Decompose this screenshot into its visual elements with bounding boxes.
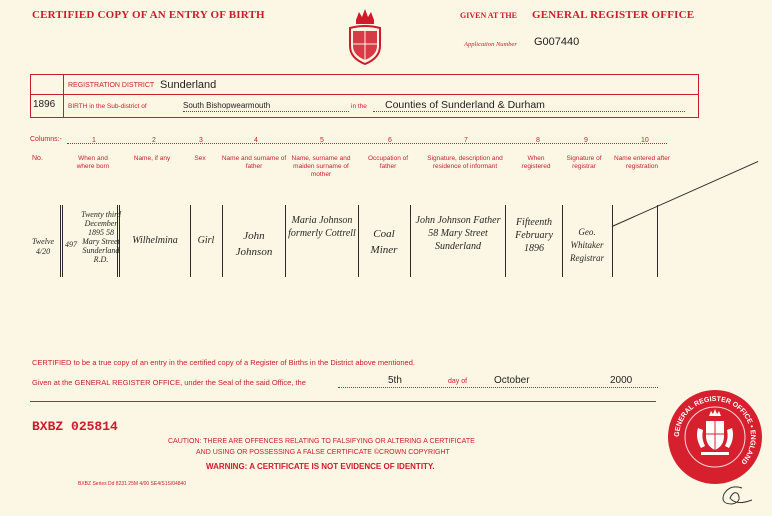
column-heading: Name and surname of father [221, 155, 287, 170]
given-at-label: GIVEN AT THE [460, 11, 517, 20]
certification-statement: CERTIFIED to be a true copy of an entry in the certified copy of a Register of Births in the District above mentioned. [32, 358, 415, 367]
entry-informant: John Johnson Father 58 Mary Street Sunderland [415, 215, 501, 252]
column-number: 2 [152, 137, 156, 144]
entry-when-where-born: Twenty third December 1895 58 Mary Street Sunderland R.D. [81, 210, 121, 264]
certification-day: 5th [388, 375, 402, 386]
column-number: 9 [584, 137, 588, 144]
column-heading: Name, surname and maiden surname of mother [291, 155, 351, 178]
caution-line-2: AND USING OR POSSESSING A FALSE CERTIFICATE ©CROWN COPYRIGHT [196, 449, 450, 456]
no-column-label: No. [32, 155, 43, 162]
royal-crest-icon [346, 6, 384, 66]
gro-title: GENERAL REGISTER OFFICE [532, 9, 695, 21]
entry-father-occupation: Coal Miner [370, 228, 398, 256]
entry-registrar-signature: Geo. Whitaker Registrar [569, 227, 604, 263]
column-heading: Occupation of father [367, 155, 409, 170]
registration-year: 1896 [33, 99, 56, 110]
official-seal [665, 388, 765, 486]
caution-line-1: CAUTION: THERE ARE OFFENCES RELATING TO FALSIFYING OR ALTERING A CERTIFICATE [168, 438, 475, 445]
certification-month: October [494, 375, 530, 386]
certification-day-label: day of [448, 378, 468, 385]
seal-text-path: GENERAL REGISTER OFFICE • ENGLAND [673, 395, 757, 466]
entry-margin-note: Twelve 4/20 [31, 237, 55, 256]
column-number: 3 [199, 137, 203, 144]
entry-mother: Maria Johnson formerly Cottrell [288, 215, 356, 239]
entry-father: John Johnson [235, 230, 273, 258]
county-name: Counties of Sunderland & Durham [385, 99, 545, 111]
district-name: Sunderland [160, 79, 217, 91]
column-number: 8 [536, 137, 540, 144]
columns-label: Columns:- [30, 136, 62, 143]
column-number: 4 [254, 137, 258, 144]
entry-number: 497 [65, 240, 77, 249]
registration-box [30, 74, 699, 118]
sub-district-name: South Bishopwearmouth [183, 101, 271, 110]
column-heading: Name entered after registration [614, 155, 671, 170]
column-heading: When registered [521, 155, 551, 170]
entry-child-name: Wilhelmina [132, 235, 178, 246]
sub-district-label: BIRTH in the Sub-district of [68, 103, 147, 110]
serial-number [32, 419, 118, 434]
county-label: in the [351, 103, 367, 110]
column-number: 10 [641, 137, 649, 144]
column-number: 1 [92, 137, 96, 144]
certificate-title: CERTIFIED COPY OF AN ENTRY OF BIRTH [32, 9, 265, 21]
entry-date-registered: Fifteenth February 1896 [515, 217, 553, 254]
entry-sex: Girl [197, 235, 215, 246]
column-heading: When and where born [76, 155, 110, 170]
certification-year: 2000 [610, 375, 633, 386]
column-number: 7 [464, 137, 468, 144]
column-heading: Sex [194, 155, 206, 162]
certification-given-at: Given at the GENERAL REGISTER OFFICE, under the Seal of the said Office, the [32, 378, 306, 387]
serial-prefix: BXBZ [32, 419, 64, 434]
serial-digits: 025814 [71, 419, 118, 434]
application-number: G007440 [534, 36, 580, 48]
column-number: 5 [320, 137, 324, 144]
column-heading: Signature of registrar [566, 155, 602, 170]
footer-series-code: BXBZ Series Dd 8231 25M 4/00 SE4/S1S/04840 [78, 481, 187, 487]
column-heading: Name, if any [133, 155, 171, 162]
application-number-label: Application Number [464, 41, 517, 48]
identity-warning: WARNING: A CERTIFICATE IS NOT EVIDENCE OF IDENTITY. [206, 462, 435, 471]
column-number: 6 [388, 137, 392, 144]
column-heading: Signature, description and residence of informant [427, 155, 503, 170]
signature-mark-icon [712, 482, 756, 510]
district-label: REGISTRATION DISTRICT [68, 82, 155, 89]
